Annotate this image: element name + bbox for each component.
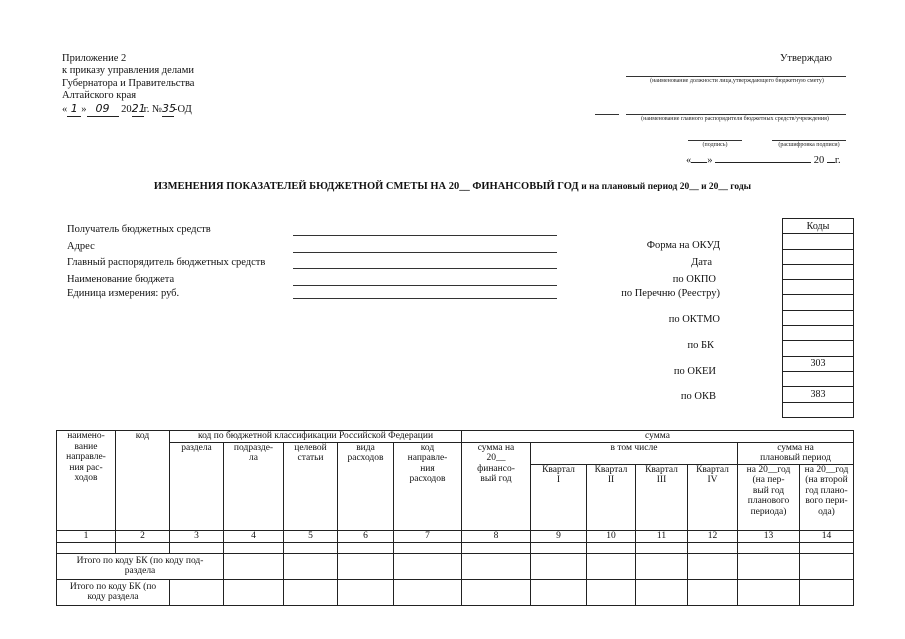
- appendix-line-2: к приказу управления делами: [62, 65, 194, 76]
- code-label-okpo: по ОКПО: [672, 274, 716, 285]
- appendix-date-open: «: [62, 104, 68, 115]
- appendix-line-4: Алтайского края: [62, 90, 137, 101]
- table-row-total-subsection: [57, 553, 854, 579]
- col-number: 6: [338, 530, 394, 542]
- table-cell: [224, 553, 284, 579]
- col-code-header: код: [116, 431, 170, 531]
- appendix-month: 09: [87, 103, 119, 117]
- approve-title: Утверждаю: [780, 53, 832, 64]
- total-section-label: Итого по коду БК (по коду раздела: [57, 579, 170, 605]
- table-cell: [284, 579, 338, 605]
- col-number: 11: [636, 530, 688, 542]
- table-cell: [738, 542, 800, 553]
- approve-year-line: [827, 162, 835, 163]
- col-plan-header: сумма на плановый период: [738, 442, 854, 464]
- field-unit-label: Единица измерения: руб.: [67, 288, 180, 299]
- table-cell: [636, 542, 688, 553]
- code-cell: [783, 249, 854, 264]
- approve-date-open: «: [686, 155, 692, 166]
- code-label-registry: по Перечню (Реестру): [621, 288, 720, 299]
- table-cell: [338, 542, 394, 553]
- approve-decode-line: [772, 140, 846, 141]
- table-cell: [224, 579, 284, 605]
- table-cell: [394, 579, 462, 605]
- col-number: 8: [462, 530, 531, 542]
- appendix-day: 1: [67, 103, 81, 117]
- table-cell: [688, 542, 738, 553]
- col-podrazdel-header: подразде- ла: [224, 442, 284, 530]
- col-including-header: в том числе: [531, 442, 738, 464]
- col-number: 13: [738, 530, 800, 542]
- field-address-label: Адрес: [67, 241, 95, 252]
- table-cell: [587, 553, 636, 579]
- approve-manager-line-short: [595, 114, 619, 115]
- code-label-okei: по ОКЕИ: [673, 366, 716, 377]
- table-cell: [688, 553, 738, 579]
- table-cell: [170, 579, 224, 605]
- field-recipient-line: [293, 235, 557, 236]
- table-cell: [57, 542, 116, 553]
- code-label-okv: по ОКВ: [680, 391, 716, 402]
- col-number: 12: [688, 530, 738, 542]
- table-cell: [462, 579, 531, 605]
- table-cell: [338, 553, 394, 579]
- col-q2-header: Квартал II: [587, 464, 636, 530]
- col-number: 2: [116, 530, 170, 542]
- table-cell: [587, 579, 636, 605]
- appendix-date-close: »: [81, 104, 87, 115]
- table-cell: [800, 542, 854, 553]
- approve-position-line: [626, 76, 846, 77]
- col-q1-header: Квартал I: [531, 464, 587, 530]
- approve-year-prefix: 20: [813, 155, 825, 166]
- col-plan2-header: на 20__год (на второй год плано- вого пери- ода): [800, 464, 854, 530]
- code-cell: [783, 310, 854, 325]
- code-cell: [783, 264, 854, 279]
- approve-manager-line: [626, 114, 846, 115]
- table-cell: [338, 579, 394, 605]
- col-target-header: целевой статьи: [284, 442, 338, 530]
- approve-day-line: [691, 162, 707, 163]
- table-cell: [531, 542, 587, 553]
- col-number: 14: [800, 530, 854, 542]
- table-row-empty: [57, 542, 854, 553]
- approve-date: [686, 155, 841, 168]
- document-title-rest: и на плановый период 20__ и 20__ годы: [581, 182, 752, 192]
- approve-sign-line: [688, 140, 742, 141]
- table-cell: [394, 542, 462, 553]
- field-manager-line: [293, 268, 557, 269]
- table-cell: [284, 542, 338, 553]
- col-number: 10: [587, 530, 636, 542]
- col-razdel-header: раздела: [170, 442, 224, 530]
- col-q4-header: Квартал IV: [688, 464, 738, 530]
- code-cell: [783, 402, 854, 417]
- col-number: 5: [284, 530, 338, 542]
- table-row-total-section: [57, 579, 854, 605]
- appendix-number: 35: [162, 102, 177, 115]
- code-cell: [783, 295, 854, 310]
- document-title-main: ИЗМЕНЕНИЯ ПОКАЗАТЕЛЕЙ БЮДЖЕТНОЙ СМЕТЫ НА 20__ ФИНАНСОВЫЙ ГОД: [153, 181, 579, 192]
- estimate-table: [56, 430, 854, 606]
- field-unit-line: [293, 298, 557, 299]
- appendix-year: 21: [131, 102, 146, 115]
- col-sum-header: сумма: [462, 431, 854, 443]
- appendix-year-prefix: 20: [121, 104, 132, 115]
- table-cell: [224, 542, 284, 553]
- col-number: 7: [394, 530, 462, 542]
- appendix-line-1: Приложение 2: [62, 53, 127, 64]
- code-cell: [783, 371, 854, 386]
- code-cell: [783, 280, 854, 295]
- table-cell: [800, 579, 854, 605]
- table-cell: [531, 579, 587, 605]
- table-cell: [116, 542, 170, 553]
- code-cell-okei: 383: [783, 387, 854, 402]
- col-number: 3: [170, 530, 224, 542]
- field-manager-label: Главный распорядитель бюджетных средств: [67, 257, 266, 268]
- col-name-header: наимено- вание направле- ния рас- ходов: [57, 431, 116, 531]
- codes-header: Коды: [783, 219, 854, 234]
- approve-caption-manager: (наименование главного распорядителя бюджетных средств/учреждения): [641, 116, 829, 122]
- field-address-line: [293, 252, 557, 253]
- table-cell: [688, 579, 738, 605]
- col-sum-fin-header: сумма на 20__ финансо- вый год: [462, 442, 531, 530]
- appendix-date: [62, 103, 192, 117]
- col-number: 9: [531, 530, 587, 542]
- appendix-g: г. №: [143, 104, 163, 115]
- approve-caption-position: (наименование должности лица,утверждающего бюджетную смету): [650, 78, 824, 84]
- col-bk-header: код по бюджетной классификации Российской Федерации: [170, 431, 462, 443]
- field-budget-label: Наименование бюджета: [67, 274, 175, 285]
- total-subsection-label: Итого по коду БК (по коду под- раздела: [57, 553, 224, 579]
- table-cell: [394, 553, 462, 579]
- approve-g: г.: [834, 155, 841, 166]
- code-cell: [783, 234, 854, 249]
- table-cell: [170, 542, 224, 553]
- appendix-line-3: Губернатора и Правительства: [62, 78, 195, 89]
- table-cell: [800, 553, 854, 579]
- code-cell: [783, 341, 854, 356]
- code-label-okud: Форма на ОКУД: [646, 240, 720, 251]
- table-cell: [636, 553, 688, 579]
- table-cell: [587, 542, 636, 553]
- column-numbers-row: [57, 530, 854, 542]
- table-cell: [462, 553, 531, 579]
- codes-box: [782, 218, 854, 418]
- approve-caption-sign: (подпись): [702, 142, 728, 148]
- col-q3-header: Квартал III: [636, 464, 688, 530]
- col-number: 1: [57, 530, 116, 542]
- approve-date-mid: »: [707, 155, 713, 166]
- col-vid-header: вида расходов: [338, 442, 394, 530]
- table-cell: [531, 553, 587, 579]
- field-budget-line: [293, 285, 557, 286]
- code-label-date: Дата: [691, 257, 712, 268]
- col-plan1-header: на 20__год (на пер- вый год планового периода): [738, 464, 800, 530]
- code-cell-bk: 303: [783, 356, 854, 371]
- col-direction-header: код направле- ния расходов: [394, 442, 462, 530]
- code-cell: [783, 326, 854, 341]
- code-label-bk: по БК: [687, 340, 714, 351]
- table-cell: [284, 553, 338, 579]
- approve-month-line: [715, 162, 811, 163]
- field-recipient-label: Получатель бюджетных средств: [67, 224, 211, 235]
- table-cell: [636, 579, 688, 605]
- table-cell: [738, 553, 800, 579]
- document-title: [0, 181, 905, 192]
- table-cell: [738, 579, 800, 605]
- col-number: 4: [224, 530, 284, 542]
- approve-caption-decode: (расшифровка подписи): [778, 142, 840, 148]
- code-label-oktmo: по ОКТМО: [668, 314, 720, 325]
- table-cell: [462, 542, 531, 553]
- appendix-suffix: -ОД: [174, 104, 192, 115]
